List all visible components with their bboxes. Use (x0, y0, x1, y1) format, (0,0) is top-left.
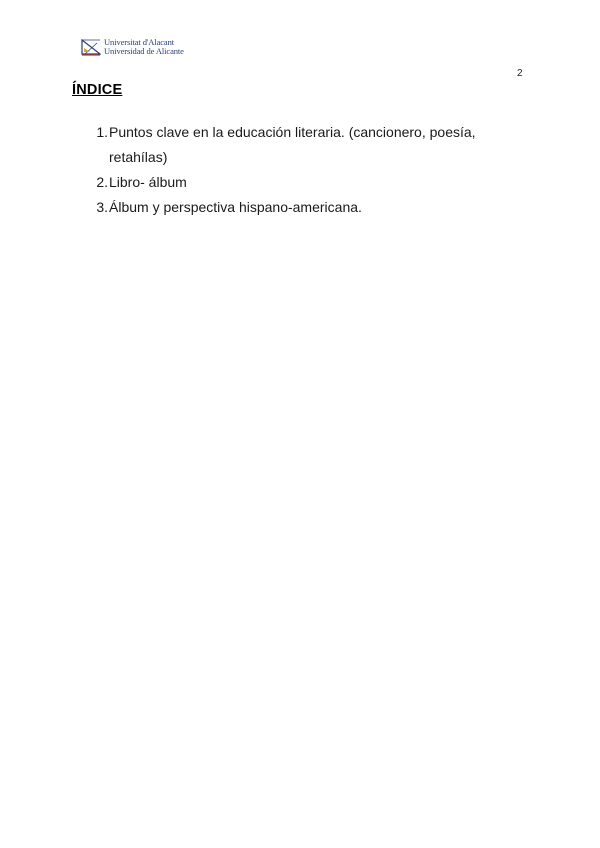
page-number: 2 (517, 68, 523, 79)
toc-item-text: Puntos clave en la educación literaria. (cancionero, poesía, retahílas) (109, 124, 476, 165)
toc-item-text: Libro- álbum (109, 174, 187, 190)
university-emblem-icon (81, 38, 101, 56)
toc-item-number: 3. (96, 199, 108, 215)
toc-item-number: 1. (96, 124, 108, 140)
table-of-contents (72, 120, 532, 220)
toc-item (72, 195, 532, 220)
page-title: ÍNDICE (72, 82, 123, 98)
toc-item-number: 2. (96, 174, 108, 190)
toc-item-text: Álbum y perspectiva hispano-americana. (109, 199, 362, 215)
university-name (104, 38, 184, 56)
toc-item (72, 170, 532, 195)
university-name-line-2: Universidad de Alicante (104, 46, 184, 56)
university-logo (81, 38, 184, 56)
university-name-line-1: Universitat d'Alacant (104, 37, 175, 47)
toc-item (72, 120, 532, 170)
